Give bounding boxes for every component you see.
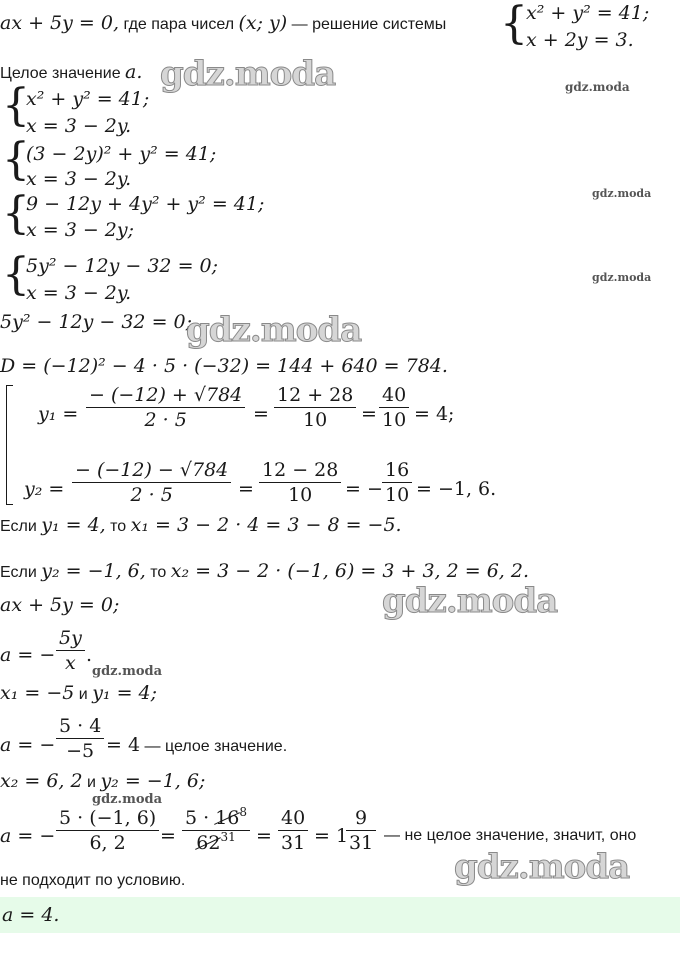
system-b-line-2: x = 3 − 2y. (26, 168, 132, 190)
a2-n2c: 8 (239, 805, 248, 819)
a-expression-den: x (65, 652, 76, 674)
watermark-small: gdz.moda (92, 792, 163, 807)
y1-fraction-3 (379, 384, 409, 431)
y2-denominator: 2 · 5 (130, 484, 173, 506)
a2-d2b: 31 (220, 830, 236, 844)
y2-label: y₂ = (24, 478, 65, 500)
intro-var: a. (125, 61, 143, 83)
y2-fraction-3-den: 10 (385, 484, 410, 506)
a2-d4: 31 (349, 832, 374, 854)
watermark-small: gdz.moda (565, 80, 630, 94)
a2-equals-2: = (256, 825, 272, 847)
watermark-small: gdz.moda (592, 187, 652, 200)
y2-numerator: − (−12) − √784 (72, 459, 231, 483)
watermark-large: gdz.moda (382, 581, 558, 621)
system-b-brace: { (2, 134, 30, 185)
case-2-if: Если (0, 564, 37, 581)
y1-equals: = (253, 403, 269, 425)
y1-label: y₁ = (38, 403, 79, 425)
pair-1-line (0, 682, 157, 706)
watermark-small: gdz.moda (592, 271, 652, 284)
header-equation: ax + 5y = 0, (0, 12, 119, 34)
pair-2-line (0, 770, 205, 794)
pair-1-y: y₁ = 4; (92, 682, 158, 704)
y2-fraction-2-num: 12 − 28 (259, 459, 341, 483)
y1-fraction-3-den: 10 (382, 409, 407, 431)
case-2-x: x₂ = 3 − 2 · (−1, 6) = 3 + 3, 2 = 6, 2. (170, 560, 530, 582)
case-1-x: x₁ = 3 − 2 · 4 = 3 − 8 = −5. (130, 514, 402, 536)
header-system-line-2: x + 2y = 3. (526, 29, 634, 51)
a1-comment: — целое значение. (144, 738, 288, 755)
a2-den: 6, 2 (89, 832, 126, 854)
system-d-line-2: x = 3 − 2y. (26, 282, 132, 304)
header-system-brace: { (500, 0, 528, 49)
a2-equals-3: = (314, 825, 330, 847)
a2-lhs: a = − (0, 825, 56, 847)
system-a-line-1: x² + y² = 41; (26, 88, 150, 110)
y1-fraction-3-num: 40 (379, 384, 409, 408)
y1-fraction-2 (274, 384, 356, 431)
a2-fraction-2-den (182, 831, 250, 854)
a2-d3: 31 (281, 832, 306, 854)
system-c-line-2: x = 3 − 2y; (26, 219, 135, 241)
y1-result: = 4; (414, 403, 455, 425)
answer-box (0, 897, 680, 933)
case-1-then: то (110, 518, 127, 535)
watermark-large: gdz.moda (454, 847, 630, 887)
y2-equals-minus: = − (345, 478, 383, 500)
a2-whole: 1 (336, 825, 349, 847)
y2-fraction-3 (382, 459, 412, 506)
a-expression-lhs: a = − (0, 644, 56, 666)
pair-2-y: y₂ = −1, 6; (100, 770, 206, 792)
case-1-if: Если (0, 518, 37, 535)
a-expression-dot: . (86, 644, 93, 666)
case-2-y: y₂ = −1, 6, (41, 560, 146, 582)
header-pair: (x; y) (238, 12, 288, 34)
intro-text: Целое значение (0, 65, 121, 82)
system-d-line-1: 5y² − 12y − 32 = 0; (26, 255, 219, 277)
y2-fraction-3-num: 16 (382, 459, 412, 483)
a2-n2a: 5 · (185, 807, 210, 829)
y2-result: = −1, 6. (416, 478, 497, 500)
system-d-brace: { (2, 249, 30, 300)
a1-lhs: a = − (0, 734, 56, 756)
a2-n3: 40 (278, 807, 308, 831)
case-1-line (0, 514, 402, 538)
y1-fraction-2-num: 12 + 28 (274, 384, 356, 408)
y2-fraction-2 (259, 459, 341, 506)
a1-den: −5 (66, 740, 95, 762)
equation-repeat: ax + 5y = 0; (0, 594, 120, 616)
a2-fraction-4 (346, 807, 376, 854)
a2-comment: — не целое значение, значит, оно (384, 827, 637, 844)
a2-fraction-3 (278, 807, 308, 854)
a2-n4: 9 (346, 807, 376, 831)
a2-comment-2: не подходит по условию. (0, 872, 186, 889)
watermark-large: gdz.moda (160, 54, 336, 94)
discriminant-line: D = (−12)² − 4 · 5 · (−32) = 144 + 640 = 784. (0, 355, 448, 377)
y1-numerator: − (−12) + √784 (86, 384, 245, 408)
header-line (0, 12, 446, 36)
answer-text: a = 4. (2, 904, 60, 926)
a1-result-line (106, 734, 287, 758)
y1-denominator: 2 · 5 (144, 409, 187, 431)
pair-1-and: и (78, 686, 88, 703)
a1-fraction (56, 715, 104, 762)
quadratic-equation: 5y² − 12y − 32 = 0; (0, 311, 193, 333)
a2-n2b-crossed: 16 (215, 807, 240, 829)
a-expression-fraction (56, 627, 85, 674)
a1-num: 5 · 4 (56, 715, 104, 739)
a-expression-num: 5y (56, 627, 85, 651)
pair-2-and: и (87, 774, 96, 791)
a1-result: = 4 (106, 734, 141, 756)
a2-num: 5 · (−1, 6) (56, 807, 159, 831)
header-text: где пара чисел (123, 16, 235, 33)
y1-fraction-2-den: 10 (303, 409, 328, 431)
header-system-line-1: x² + y² = 41; (526, 2, 650, 24)
y2-equals: = (238, 478, 254, 500)
pair-2-x: x₂ = 6, 2 (0, 770, 83, 792)
a2-equals-1: = (160, 825, 176, 847)
header-text-2: — решение системы (291, 16, 447, 33)
y2-fraction-1 (72, 459, 231, 506)
watermark-small: gdz.moda (92, 664, 163, 679)
roots-bracket (6, 385, 13, 505)
system-c-line-1: 9 − 12y + 4y² + y² = 41; (26, 193, 265, 215)
a2-fraction-1 (56, 807, 159, 854)
pair-1-x: x₁ = −5 (0, 682, 75, 704)
y1-fraction-1 (86, 384, 245, 431)
case-2-then: то (150, 564, 167, 581)
a2-fraction-2-num (182, 807, 250, 831)
system-a-brace: { (2, 80, 30, 131)
watermark-large: gdz.moda (186, 310, 362, 350)
system-a-line-2: x = 3 − 2y. (26, 115, 132, 137)
system-c-brace: { (2, 188, 30, 239)
y2-fraction-2-den: 10 (288, 484, 313, 506)
case-1-y: y₁ = 4, (41, 514, 106, 536)
a2-d2a-crossed: 62 (196, 832, 221, 854)
a2-fraction-2 (182, 807, 250, 854)
system-b-line-1: (3 − 2y)² + y² = 41; (26, 143, 217, 165)
y1-equals-2: = (361, 403, 377, 425)
